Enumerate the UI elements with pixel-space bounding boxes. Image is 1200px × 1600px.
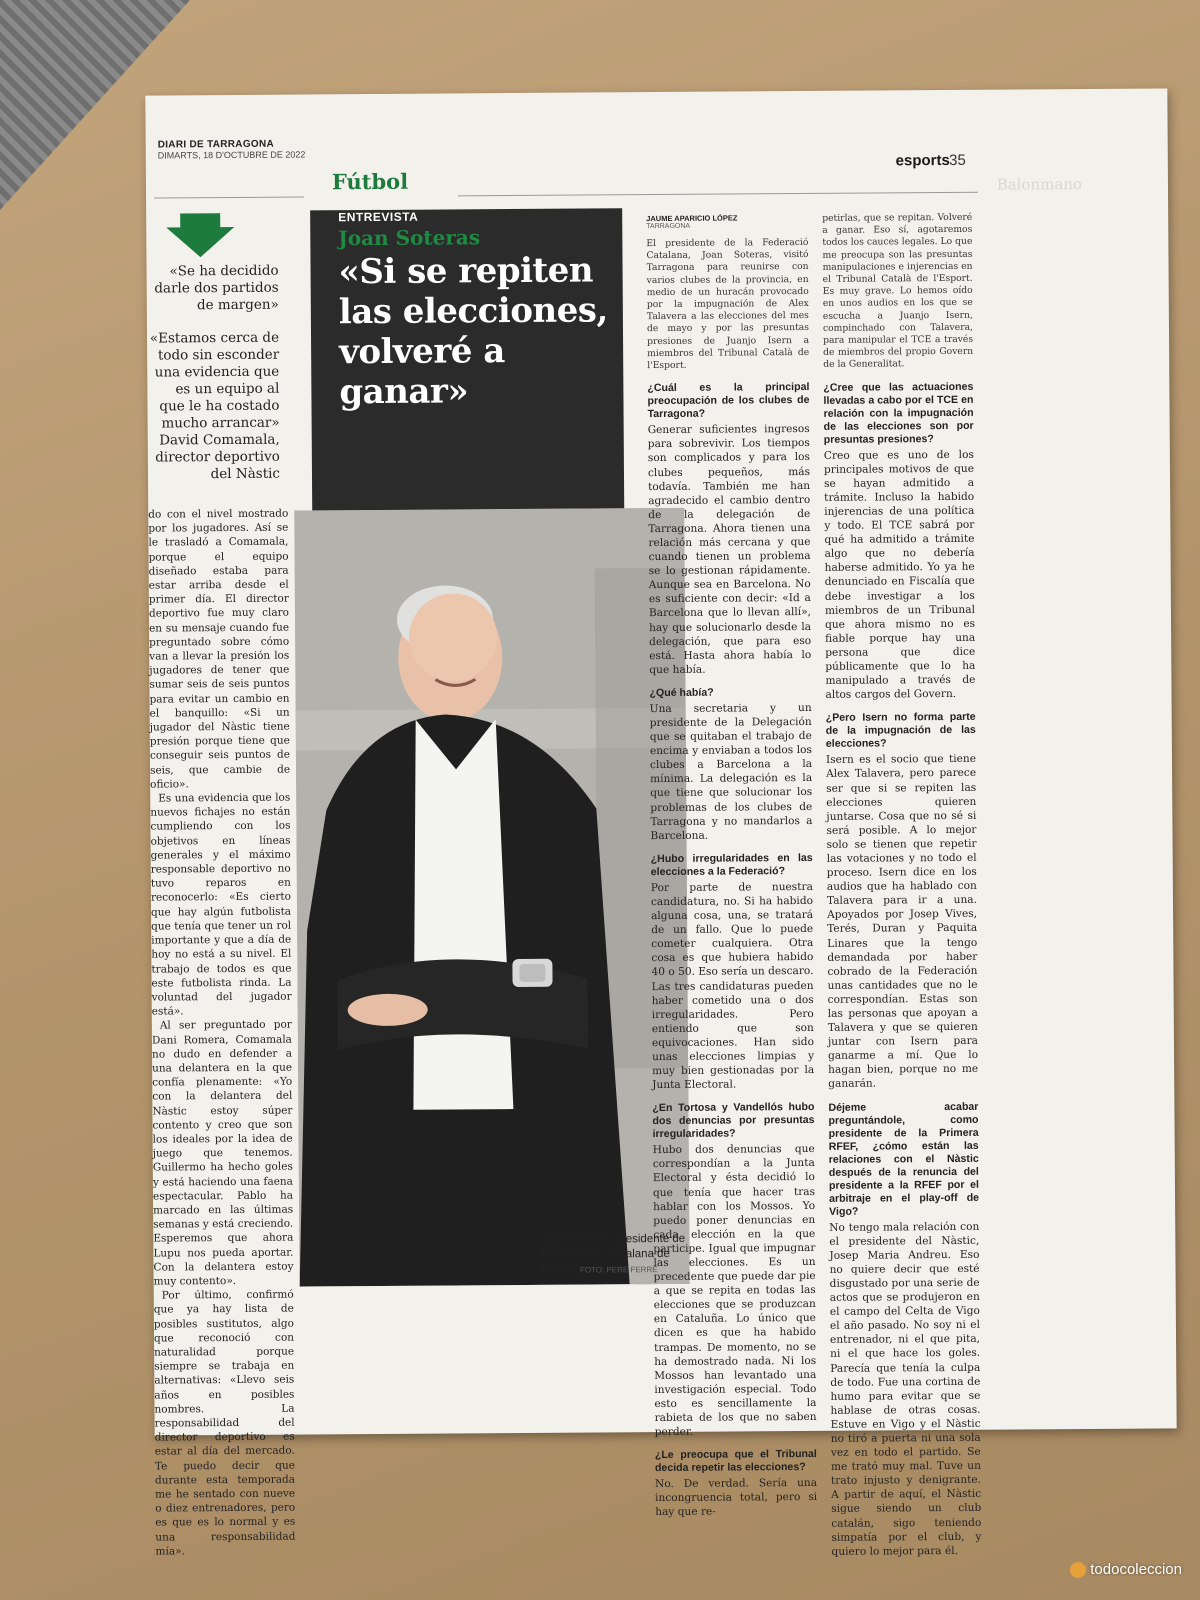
arrow-down-icon — [166, 213, 234, 257]
masthead-name: DIARI DE TARRAGONA — [157, 138, 275, 151]
masthead — [158, 138, 306, 160]
watermark-logo-icon — [1070, 1562, 1086, 1578]
answer: Por parte de nuestra candidatura, no. Si ha habido alguna cosa, una, se tratará de un fallo. Que lo puede cometer cualquiera. Otra cosa es que hubiera habido 40 o 50. Eso sería un descaro. Las tres candidaturas pueden haber cometido una o dos irregularidades. Pero entiendo que son equivocaciones. Han sido unas elecciones limpias y muy bien gestionadas por la Junta Electoral. — [650, 880, 815, 1092]
pull-quotes — [147, 263, 281, 500]
page-number: 35 — [949, 151, 966, 169]
intro-paragraph: El presidente de la Federació Catalana, Joan Soteras, visitó Tarragona para reunirse con varios clubes de la provincia, en medio de un huracán provocado por la impugnación de Alex Talavera a las elecciones del mes de mayo y por las presuntas presiones de Juanjo Isern a miembros del Tribunal Català de l'Esport. — [646, 236, 810, 372]
answer: No tengo mala relación con el presidente del Nàstic, Josep Maria Andreu. Eso no quiere decir que esté disgustado por una serie de actos que se produjeron en el campo del Celta de Vigo el año pasado. No soy ni el entrenador, ni el que pita, ni el que hace los goles. Parecía que tenía la culpa de todo. Fue una cortina de humo para evitar que se hablase de otras cosas. Estuve en Vigo y el Nàstic no tiró a puerta ni una sola vez en todo el partido. Se me trató muy mal. Tuve un trato injusto y denigrante. A partir de aquí, el Nàstic sigue siendo un club catalán, sigo teniendo simpatía por el club, y quiero lo mejor para él. — [829, 1220, 982, 1558]
kicker: ENTREVISTA — [338, 209, 419, 225]
question: ¿Hubo irregularidades en las elecciones a la Federació? — [650, 851, 813, 878]
paragraph: Es una evidencia que los nuevos fichajes no están cumpliendo con los objetivos en líneas generales y el máximo responsable deportivo no tuvo reparos en reconocerlo: «Es cierto que hay algún futbolista que tenía que tener un rol importante y que a día de hoy no está a su nivel. El trabajo de todos es que este futbolista rinda. La voluntad del jugador está». — [150, 791, 292, 1018]
section-rubric: Fútbol — [331, 168, 409, 195]
question: ¿Cree que las actuaciones llevadas a cabo por el TCE en relación con la impugnación de las elecciones son por presuntas presiones? — [823, 380, 974, 446]
answer: Creo que es uno de los principales motivos de que se hayan admitido a trámite. Incluso la habido injerencias de una política y todo. El TCE sabrá por qué ha admitido a trámite algo que no debería haberse admitido. Yo ya he denunciado en Fiscalía que debe investigar a los miembros de un Tribunal que ahora mismo no es fiable porque hay una persona que dice públicamente que lo ha manipulado a través de altos cargos del Govern. — [823, 448, 976, 702]
paragraph: do con el nivel mostrado por los jugadores. Así se le trasladó a Comamala, porque el equipo diseñado estaba para estar arriba desde el primer día. El director deportivo fue muy claro en su mensaje cuando fue preguntado sobre cómo van a llevar la presión los jugadores de tener que sumar seis de seis puntos para evitar un cambio en el banquillo: «Si un jugador del Nàstic tiene presión porque tiene que conseguir seis puntos de seis, que cambie de oficio». — [148, 507, 291, 791]
question: ¿Cuál es la principal preocupación de los clubes de Tarragona? — [647, 381, 810, 421]
pull-quote-2: «Estamos cerca de todo sin esconder una evidencia que es un equipo al que le ha costado mucho arrancar» — [149, 329, 280, 432]
interviewee-name: Joan Soteras — [338, 225, 481, 251]
author-place: TARRAGONA — [646, 222, 691, 231]
author-name: JAUME APARICIO LÓPEZ — [646, 213, 738, 224]
header-rule-left — [154, 196, 304, 198]
portrait-illustration — [294, 508, 689, 1287]
portrait-photo — [294, 508, 689, 1287]
byline — [646, 213, 786, 230]
question: Déjeme acabar preguntándole, como presidente de la Primera RFEF, ¿cómo están las relaciones con el Nàstic después de la renuncia del presidente a la RFEF por el arbitraje en el play-off de Vigo? — [828, 1100, 980, 1218]
answer: Una secretaria y un presidente de la Delegación que se quitaban el trabajo de encima y enviaban a todos los clubes a Barcelona a la mínima. La delegación es la que tiene que solucionar los problemas de los clubes de Tarragona y no mandarlos a Barcelona. — [649, 701, 813, 842]
newspaper-page — [145, 88, 1176, 1558]
photo-credit: FOTO: PERE FERRÉ — [579, 1265, 658, 1275]
question: ¿En Tortosa y Vandellós hubo dos denuncias por presuntas irregularidades? — [652, 1101, 815, 1141]
watermark — [1070, 1561, 1182, 1578]
answer: No. De verdad. Sería una incongruencia total, pero si hay que re- — [655, 1477, 818, 1519]
answer: Hubo dos denuncias que correspondían a la Junta Electoral y ésta decidió lo que tenía que hacer tras hablar con los Mossos. Yo puedo poner denuncias en cada elección en la que participe. Igual que impugnar las elecciones. Es un precedente que puede dar pie a que se repita en todas las elecciones que se produzcan en Cataluña. Lo único que dicen es que ha habido trampas. De momento, no se ha demostrado nada. Ni los Mossos han levantado una investigación especial. Todo esto es sencillamente la rabieta de los que no saben perder. — [652, 1143, 817, 1439]
question: ¿Pero Isern no forma parte de la impugnación de las elecciones? — [825, 711, 976, 751]
header-rule-right — [458, 192, 978, 197]
paragraph: Al ser preguntado por Dani Romera, Comamala no dudo en defender a una delantera en la que confía plenamente: «Yo con la delantera del Nàstic estoy súper contento y creo que son los ideales por la idea de juego que tenemos. Guillermo ha hecho goles y está haciendo una faena espectacular. Pablo ha marcado en las últimas semanas y está creciendo. Esperemos que ahora Lupu nos pueda aportar. Con la delantera estoy muy contento». — [151, 1018, 294, 1288]
headline: «Si se repiten las elecciones, volveré a ganar» — [338, 250, 608, 413]
pull-quote-1: «Se ha decidido darle dos partidos de margen» — [154, 262, 279, 314]
paragraph: Por último, confirmó que ya hay lista de posibles sustitutos, algo que reconoció con naturalidad porque siempre se trabaja en alternativas: «Llevo seis años en posibles nombres. La responsabilidad del director deportivo es estar al día del mercado. Te puedo decir que durante esta temporada me he sentado con nueve o diez entrenadores, pero es que es lo normal y es una responsabilidad mía». — [153, 1288, 296, 1558]
interview-column-1 — [646, 237, 817, 1520]
answer: Generar suficientes ingresos para sobrevivir. Los tiempos son complicados y para los clubes pequeños, más todavía. También me han agradecido el cambio dentro de la delegación de Tarragona. Ahora tienen una relación más cercana y que cuando tienen un problema se lo gestionan rápidamente. Aunque sea en Barcelona. No es suficiente con decir: «Id a Barcelona que lo llevan allí», hay que solucionarlo desde la delegación, que para eso está. Hasta ahora había lo que había. — [647, 423, 812, 676]
answer-continued: petirlas, que se repitan. Volveré a ganar. Eso sí, agotaremos todos los cauces legales. Lo que me preocupa son las presuntas manipulaciones e injerencias en el Tribunal Català de l'Esport. Es muy grave. Lo hemos oído en unos audios en los que se escucha a Juanjo Isern, compinchado con Talavera, para manipular el TCE a través de miembros del propio Govern de la Generalitat. — [822, 211, 974, 371]
left-column-text — [148, 507, 295, 1559]
interview-column-2 — [822, 212, 981, 1559]
watermark-text: todocoleccion — [1090, 1561, 1182, 1578]
quote-author: David Comamala, director deportivo del Nàstic — [155, 431, 281, 483]
caption-text: Joan Soteras, presidente de la Federació Catalana de Futbol. — [541, 1232, 686, 1276]
answer: Isern es el socio que tiene Alex Talavera, pero parece ser que si se repiten las elecciones quieren juntarse. Cosa que no sé si será posible. A lo mejor solo se tienen que repetir las votaciones y no todo el proceso. Isern dice en los audios que ha hablado con Talavera para ir a una. Apoyados por Josep Vives, Terés, Duran y Paquita Linares que la tengo demandada por haber cobrado de la Federación unas cantidades que no le correspondían. Estas son las personas que apoyan a Talavera y que se quieren juntar con Isern para ganarme a mí. Que lo hagan bien, porque no me ganarán. — [825, 753, 979, 1091]
section-name: esports — [895, 151, 950, 170]
question: ¿Qué había? — [649, 686, 714, 700]
ghost-text: Balonmano — [996, 175, 1083, 194]
masthead-date: DIMARTS, 18 D'OCTUBRE DE 2022 — [157, 149, 306, 161]
question: ¿Le preocupa que el Tribunal decida repetir las elecciones? — [654, 1448, 817, 1475]
